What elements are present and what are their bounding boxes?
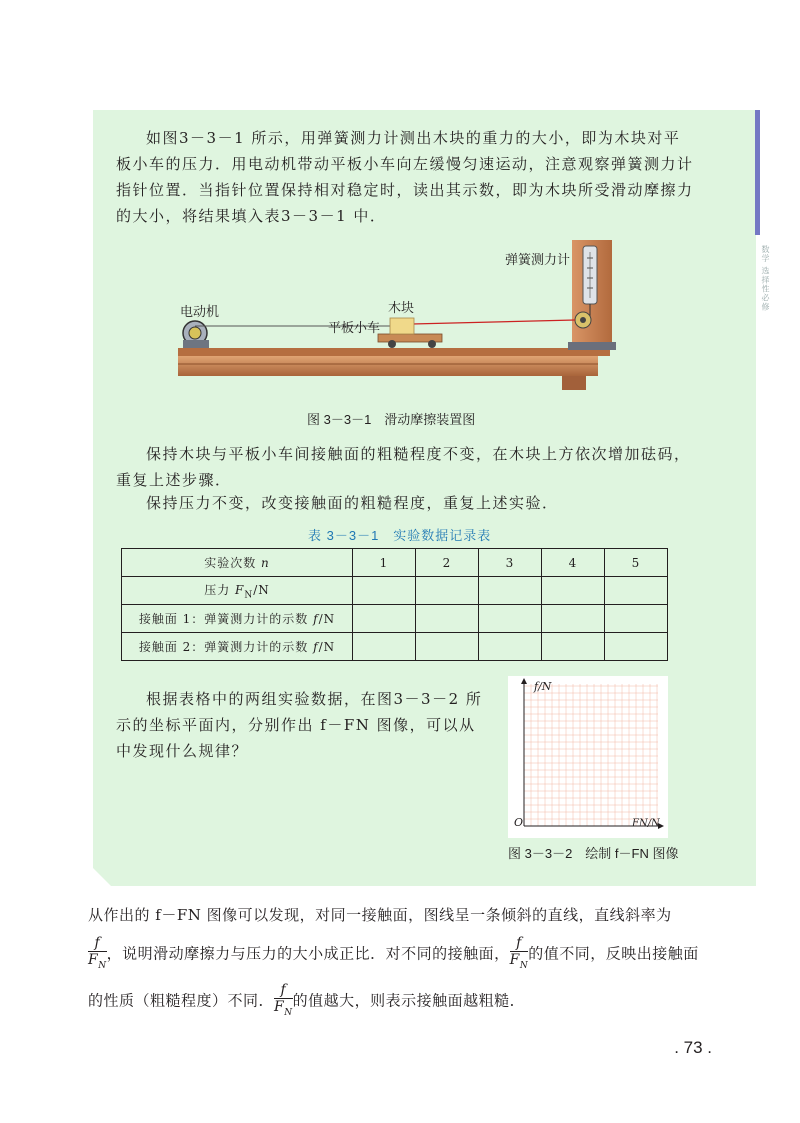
conclusion-line-3: 的性质（粗糙程度）不同． $\frac{f}{F_N}$ 的值越大，则表示接触面越粗糙． bbox=[88, 982, 728, 1021]
conclusion-line-2: $\frac{f}{F_N}$ ，说明滑动摩擦力与压力的大小成正比．对不同的接触面， $\frac{f}{F_N}$ 的值不同，反映出接触面 bbox=[88, 935, 728, 974]
fraction: $\frac{f}{F_N}$ bbox=[88, 935, 107, 971]
table-title: 表 3－3－1 实验数据记录表 bbox=[308, 528, 492, 543]
column-header: 4 bbox=[542, 549, 605, 577]
row-label: 接触面 1：弹簧测力计的示数 f/N bbox=[122, 605, 353, 633]
column-header: 2 bbox=[416, 549, 479, 577]
table-row bbox=[122, 577, 668, 605]
data-record-table bbox=[121, 548, 668, 661]
row-label: 接触面 2：弹簧测力计的示数 f/N bbox=[122, 633, 353, 661]
table-row bbox=[122, 633, 668, 661]
table-row bbox=[122, 605, 668, 633]
figure1-caption: 图 3－3－1 滑动摩擦装置图 bbox=[307, 412, 476, 427]
origin-label: O bbox=[514, 816, 524, 829]
cart-label: 平板小车 bbox=[328, 320, 381, 335]
paragraph-1: 如图3－3－1 所示，用弹簧测力计测出木块的重力的大小，即为木块对平板小车的压力．用电动机带动平板小车向左缓慢匀速运动，注意观察弹簧测力计指针位置．当指针位置保持相对稳定时，读出其示数，即为木块所受滑动摩擦力的大小，将结果填入表3－3－1 中． bbox=[116, 129, 694, 225]
figure2-caption: 图 3－3－2 绘制 f－FN 图像 bbox=[508, 846, 679, 861]
page-number: . 73 . bbox=[674, 1038, 712, 1057]
table-front bbox=[178, 356, 598, 376]
wooden-block bbox=[390, 318, 414, 334]
fraction: $\frac{f}{F_N}$ bbox=[509, 935, 529, 971]
row-label: 压力 $F_N/N$ bbox=[122, 577, 353, 605]
y-axis-label: f/N bbox=[534, 680, 552, 693]
fraction: $\frac{f}{F_N}$ bbox=[274, 982, 293, 1018]
column-header: 5 bbox=[605, 549, 668, 577]
friction-apparatus-figure bbox=[170, 240, 620, 400]
column-header: 3 bbox=[479, 549, 542, 577]
row-label: 实验次数 n bbox=[122, 549, 353, 577]
table-row bbox=[122, 549, 668, 577]
conclusion-line-1: 从作出的 f－FN 图像可以发现，对同一接触面，图线呈一条倾斜的直线，直线斜率为 bbox=[88, 906, 672, 924]
paragraph-4: 根据表格中的两组实验数据，在图3－3－2 所示的坐标平面内，分别作出 f－FN 图像，可以从中发现什么规律？ bbox=[116, 690, 483, 760]
x-axis-label: FN/N bbox=[632, 818, 660, 829]
table-top bbox=[178, 348, 610, 356]
chapter-tab bbox=[755, 110, 760, 235]
spring-scale-label: 弹簧测力计 bbox=[505, 252, 571, 267]
paragraph-2: 保持木块与平板小车间接触面的粗糙程度不变，在木块上方依次增加砝码，重复上述步骤． bbox=[116, 445, 691, 489]
side-label: 数学 选择性必修 bbox=[761, 245, 770, 312]
graph-paper-figure bbox=[508, 676, 668, 838]
motor-label: 电动机 bbox=[180, 304, 220, 319]
paragraph-3: 保持压力不变，改变接触面的粗糙程度，重复上述实验． bbox=[146, 494, 559, 512]
block-label: 木块 bbox=[388, 300, 415, 315]
column-header: 1 bbox=[353, 549, 416, 577]
